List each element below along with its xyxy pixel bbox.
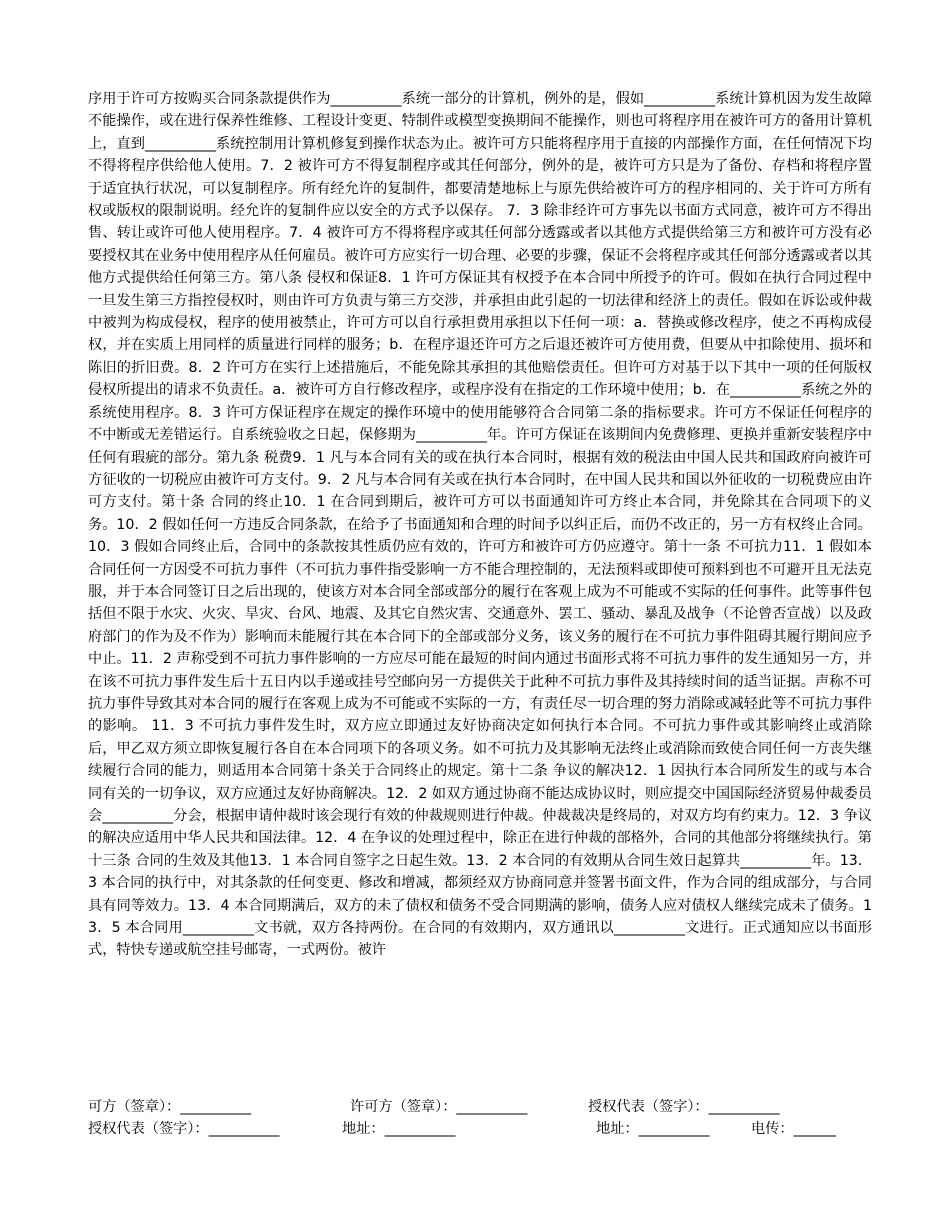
authorized-rep-signature-field: 授权代表（签字）：__________: [588, 1099, 780, 1115]
licensor-seal-field: 可方（签章）：__________: [88, 1099, 252, 1115]
signature-row-1: [88, 1096, 872, 1118]
signature-block: [88, 1096, 872, 1141]
address-field-2: 地址：__________: [596, 1121, 710, 1138]
licensee-seal-field: 许可方（签章）：__________: [350, 1099, 528, 1115]
signature-row-2: [88, 1118, 872, 1140]
contract-clauses-paragraph: 序用于许可方按购买合同条款提供作为__________系统一部分的计算机，例外的是，假如__________系统计算机因为发生故障不能操作，或在进行保养性维修、工程设计变更、特制件或模型变换期间不能操作，则也可将程序用在被许可方的备用计算机上，直到__________系统控制用计算机修复到操作状态为止。被许可方只能将程序用于直接的内部操作方面，在任何情况下均不得将程序供给他人使用。7．2 被许可方不得复制程序或其任何部分，例外的是，被许可方只是为了备份、存档和将程序置于适宜执行状况，可以复制程序。所有经允许的复制件，都要清楚地标上与原先供给被许可方的程序相同的、关于许可方所有权或版权的限制说明。经允许的复制件应以安全的方式予以保存。 7．3 除非经许可方事先以书面方式同意，被许可方不得出售、转让或许可他人使用程序。7．4 被许可方不得将程序或其任何部分透露或者以其他方式提供给第三方和被许可方没有必要授权其在业务中使用程序从任何雇员。被许可方应实行一切合理、必要的步骤，保证不会将程序或其任何部分透露或者以其他方式提供给任何第三方。第八条 侵权和保证8．1 许可方保证其有权授予在本合同中所授予的许可。假如在执行合同过程中一旦发生第三方指控侵权时，则由许可方负责与第三方交涉，并承担由此引起的一切法律和经济上的责任。假如在诉讼或仲裁中被判为构成侵权，程序的使用被禁止，许可方可以自行承担费用承担以下任何一项：a．替换或修改程序，使之不再构成侵权，并在实质上用同样的质量进行同样的服务；b．在程序退还许可方之后退还被许可方使用费，但要从中扣除使用、损坏和陈旧的折旧费。8．2 许可方在实行上述措施后，不能免除其承担的其他赔偿责任。但许可方对基于以下其中一项的任何版权侵权所提出的请求不负责任。a．被许可方自行修改程序，或程序没有在指定的工作环境中使用；b．在__________系统之外的系统使用程序。8．3 许可方保证程序在规定的操作环境中的使用能够符合合同第二条的指标要求。许可方不保证任何程序的不中断或无差错运行。自系统验收之日起，保修期为__________年。许可方保证在该期间内免费修理、更换并重新安装程序中任何有瑕疵的部分。第九条 税费9．1 凡与本合同有关的或在执行本合同时，根据有效的税法由中国人民共和国政府向被许可方征收的一切税应由被许可方支付。9．2 凡与本合同有关或在执行本合同时，在中国人民共和国以外征收的一切税费应由许可方支付。第十条 合同的终止10．1 在合同到期后，被许可方可以书面通知许可方终止本合同，并免除其在合同项下的义务。10．2 假如任何一方违反合同条款，在给予了书面通知和合理的时间予以纠正后，而仍不改正的，另一方有权终止合同。10．3 假如合同终止后，合同中的条款按其性质仍应有效的，许可方和被许可方仍应遵守。第十一条 不可抗力11．1 假如本合同任何一方因受不可抗力事件（不可抗力事件指受影响一方不能合理控制的，无法预料或即使可预料到也不可避开且无法克服，并于本合同签订日之后出现的，使该方对本合同全部或部分的履行在客观上成为不可能或不实际的任何事件。此等事件包括但不限于水灾、火灾、旱灾、台风、地震、及其它自然灾害、交通意外、罢工、骚动、暴乱及战争（不论曾否宣战）以及政府部门的作为及不作为）影响而未能履行其在本合同下的全部或部分义务，该义务的履行在不可抗力事件阻碍其履行期间应予中止。11．2 声称受到不可抗力事件影响的一方应尽可能在最短的时间内通过书面形式将不可抗力事件的发生通知另一方，并在该不可抗力事件发生后十五日内以手递或挂号空邮向另一方提供关于此种不可抗力事件及其持续时间的适当证据。声称不可抗力事件导致其对本合同的履行在客观上成为不可能或不实际的一方，有责任尽一切合理的努力消除或减轻此等不可抗力事件的影响。 11．3 不可抗力事件发生时，双方应立即通过友好协商决定如何执行本合同。不可抗力事件或其影响终止或消除后，甲乙双方须立即恢复履行各自在本合同项下的各项义务。如不可抗力及其影响无法终止或消除而致使合同任何一方丧失继续履行合同的能力，则适用本合同第十条关于合同终止的规定。第十二条 争议的解决12．1 因执行本合同所发生的或与本合同有关的一切争议，双方应通过友好协商解决。12．2 如双方通过协商不能达成协议时，则应提交中国国际经济贸易仲裁委员会__________分会，根据申请仲裁时该会现行有效的仲裁规则进行仲裁。仲裁裁决是终局的，对双方均有约束力。12．3 争议的解决应适用中华人民共和国法律。12．4 在争议的处理过程中，除正在进行仲裁的部格外，合同的其他部分将继续执行。第十三条 合同的生效及其他13．1 本合同自签字之日起生效。13．2 本合同的有效期从合同生效日起算共__________年。13．3 本合同的执行中，对其条款的任何变更、修改和增减，都须经双方协商同意并签署书面文件，作为合同的组成部分，与合同具有同等效力。13．4 本合同期满后，双方的未了债权和债务不受合同期满的影响，债务人应对债权人继续完成未了债务。13．5 本合同用__________文书就，双方各持两份。在合同的有效期内，双方通讯以__________文进行。正式通知应以书面形式，特快专递或航空挂号邮寄，一式两份。被许: [88, 91, 872, 959]
telex-field: 电传：______: [751, 1121, 837, 1138]
contract-body: [88, 88, 872, 962]
authorized-rep-signature-field-2: 授权代表（签字）：__________: [88, 1121, 280, 1138]
address-field: 地址：__________: [342, 1121, 456, 1138]
